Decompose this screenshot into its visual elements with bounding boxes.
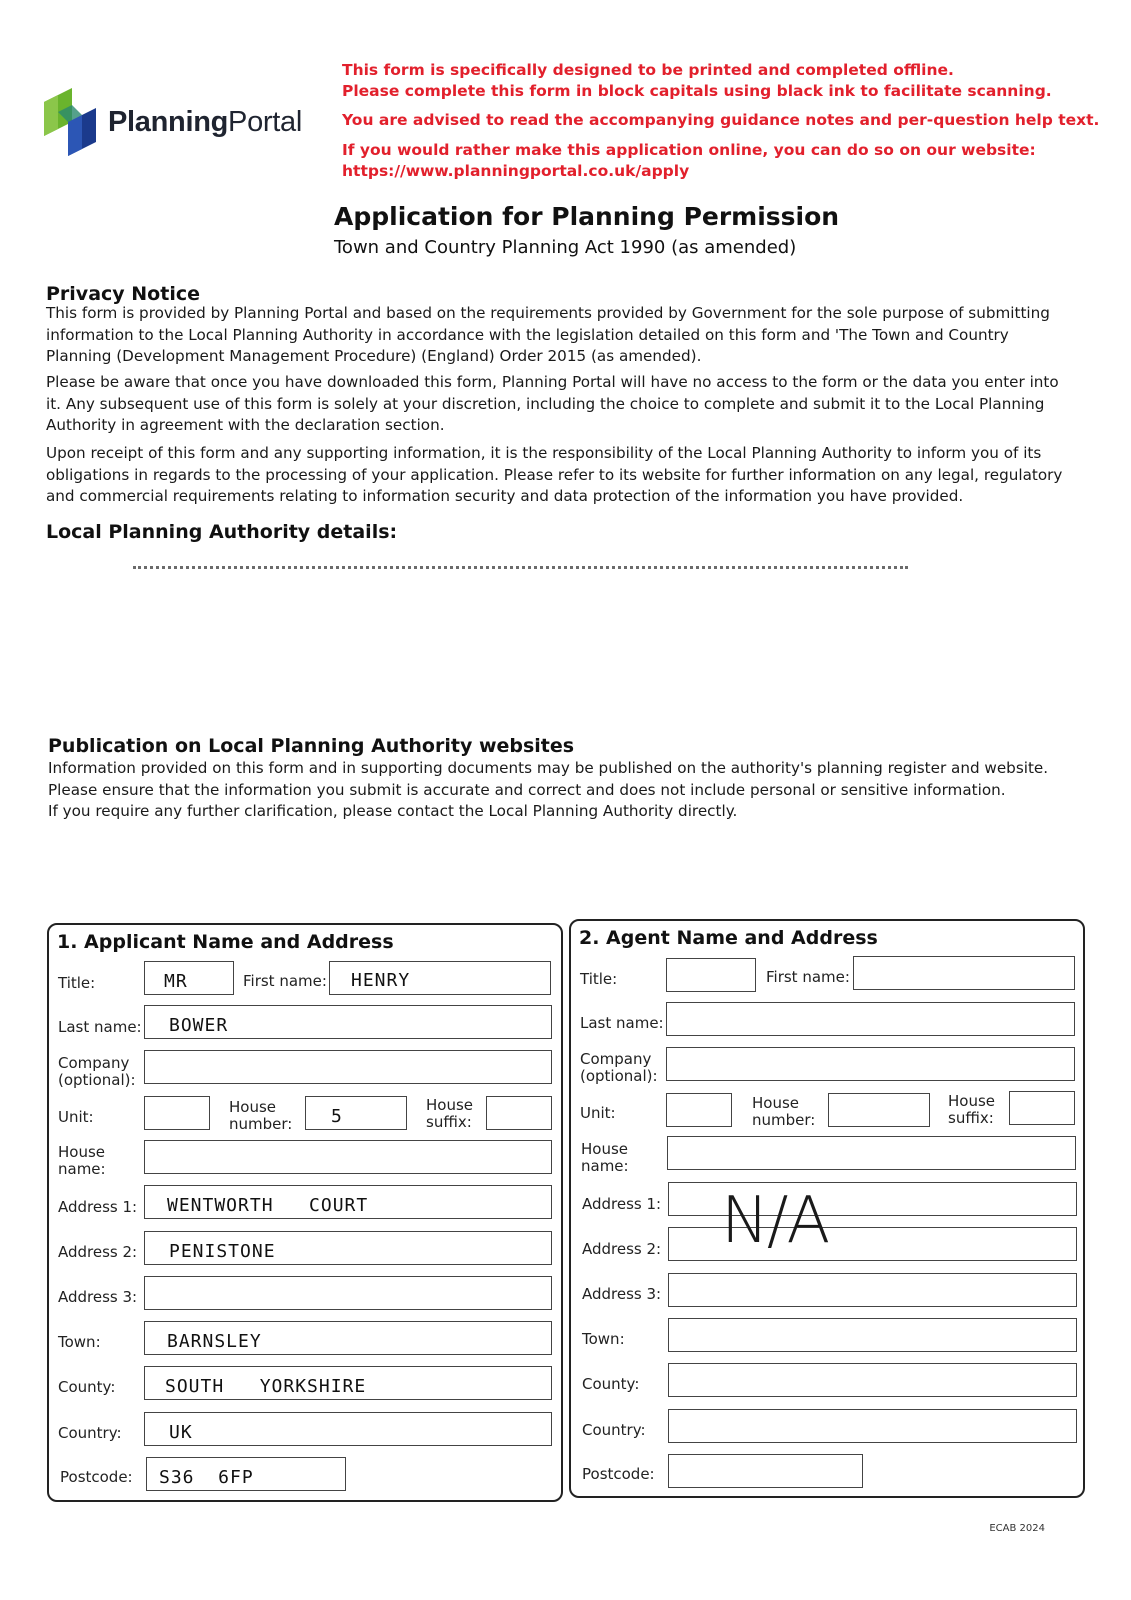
applicant-country-value: UK: [169, 1422, 193, 1443]
page-title: Application for Planning Permission: [334, 202, 840, 231]
agent-postcode-field[interactable]: [668, 1454, 863, 1488]
house-name-label: House name:: [58, 1143, 106, 1178]
lpa-details-heading: Local Planning Authority details:: [46, 521, 398, 543]
applicant-section: [47, 923, 563, 1502]
postcode-label: Postcode:: [60, 1468, 133, 1486]
agent-section-title: 2. Agent Name and Address: [579, 927, 878, 949]
publication-heading: Publication on Local Planning Authority websites: [48, 735, 575, 757]
guidance-notice: You are advised to read the accompanying guidance notes and per-question help text.: [342, 111, 1100, 129]
applicant-unit-field[interactable]: [144, 1096, 210, 1130]
unit-label: Unit:: [58, 1108, 94, 1126]
unit-label: Unit:: [580, 1104, 616, 1122]
applicant-house-number-value: 5: [331, 1106, 343, 1127]
page-subtitle: Town and Country Planning Act 1990 (as amended): [334, 237, 797, 258]
company-label: Company (optional):: [58, 1054, 136, 1089]
town-label: Town:: [58, 1333, 101, 1351]
online-notice: If you would rather make this application online, you can do so on our website: https://www.planningportal.co.uk/apply: [342, 141, 1036, 180]
agent-company-field[interactable]: [666, 1047, 1075, 1081]
applicant-address3-field[interactable]: [144, 1276, 552, 1310]
agent-last-name-field[interactable]: [666, 1002, 1075, 1036]
agent-county-field[interactable]: [668, 1363, 1077, 1397]
agent-house-number-field[interactable]: [828, 1093, 930, 1127]
applicant-address1-value: WENTWORTH COURT: [167, 1195, 369, 1216]
applicant-first-name-value: HENRY: [351, 970, 411, 991]
county-label: County:: [58, 1378, 116, 1396]
country-label: Country:: [58, 1424, 122, 1442]
applicant-county-value: SOUTH YORKSHIRE: [165, 1376, 367, 1397]
applicant-section-title: 1. Applicant Name and Address: [57, 931, 394, 953]
address2-label: Address 2:: [582, 1240, 662, 1258]
applicant-house-number-field[interactable]: [305, 1096, 407, 1130]
applicant-house-name-field[interactable]: [144, 1140, 552, 1174]
agent-section: [569, 919, 1085, 1498]
house-number-label: House number:: [752, 1094, 816, 1129]
title-label: Title:: [58, 974, 96, 992]
house-suffix-label: House suffix:: [426, 1096, 474, 1131]
applicant-country-field[interactable]: [144, 1412, 552, 1446]
first-name-label: First name:: [766, 968, 850, 986]
last-name-label: Last name:: [580, 1014, 664, 1032]
applicant-address2-value: PENISTONE: [169, 1241, 276, 1262]
postcode-label: Postcode:: [582, 1465, 655, 1483]
town-label: Town:: [582, 1330, 625, 1348]
apply-url-link[interactable]: https://www.planningportal.co.uk/apply: [342, 162, 690, 180]
publication-paragraph: Information provided on this form and in supporting documents may be published on the authority's planning register and website. Please ensure that the information you submit is accurate and correct and does not include personal or sensitive information. If you require any further clarification, please contact the Local Planning Authority directly.: [48, 759, 1049, 820]
privacy-paragraph-3: Upon receipt of this form and any supporting information, it is the responsibility of the Local Planning Authority to inform you of its obligations in regards to the processing of your application. Please refer to its website for further information on any legal, regulatory and commercial requirements relating to information security and data protection of the information you have provided.: [46, 444, 1063, 505]
agent-country-field[interactable]: [668, 1409, 1077, 1443]
agent-title-field[interactable]: [666, 958, 756, 992]
address3-label: Address 3:: [582, 1285, 662, 1303]
county-label: County:: [582, 1375, 640, 1393]
address2-label: Address 2:: [58, 1243, 138, 1261]
applicant-title-value: MR: [164, 971, 188, 992]
privacy-paragraph-1: This form is provided by Planning Portal and based on the requirements provided by Government for the sole purpose of submitting information to the Local Planning Authority in accordance with the legislation detailed on this form and 'The Town and Country Planning (Development Management Procedure) (England) Order 2015 (as amended).: [46, 304, 1050, 365]
applicant-title-field[interactable]: [144, 961, 234, 995]
agent-address3-field[interactable]: [668, 1273, 1077, 1307]
company-label: Company (optional):: [580, 1050, 658, 1085]
applicant-company-field[interactable]: [144, 1050, 552, 1084]
address1-label: Address 1:: [582, 1195, 662, 1213]
privacy-paragraph-2: Please be aware that once you have downloaded this form, Planning Portal will have no access to the form or the data you enter into it. Any subsequent use of this form is solely at your discretion, including the choice to complete and submit it to the Local Planning Authority in agreement with the declaration section.: [46, 373, 1059, 434]
agent-house-suffix-field[interactable]: [1009, 1091, 1075, 1125]
country-label: Country:: [582, 1421, 646, 1439]
redacted-text-line: [133, 566, 908, 569]
planning-portal-logo-icon: [42, 88, 100, 156]
agent-town-field[interactable]: [668, 1318, 1077, 1352]
last-name-label: Last name:: [58, 1018, 142, 1036]
house-number-label: House number:: [229, 1098, 293, 1133]
title-label: Title:: [580, 970, 618, 988]
applicant-last-name-value: BOWER: [169, 1015, 229, 1036]
not-applicable-annotation: N/A: [721, 1184, 829, 1258]
agent-house-name-field[interactable]: [667, 1136, 1076, 1170]
first-name-label: First name:: [243, 972, 327, 990]
agent-first-name-field[interactable]: [853, 956, 1075, 990]
address3-label: Address 3:: [58, 1288, 138, 1306]
form-code: ECAB 2024: [989, 1523, 1045, 1534]
applicant-house-suffix-field[interactable]: [486, 1096, 552, 1130]
applicant-town-value: BARNSLEY: [167, 1331, 262, 1352]
house-name-label: House name:: [581, 1140, 629, 1175]
privacy-heading: Privacy Notice: [46, 283, 200, 305]
logo-wordmark: PlanningPortal: [108, 106, 303, 138]
applicant-postcode-value: S36 6FP: [159, 1467, 254, 1488]
house-suffix-label: House suffix:: [948, 1092, 996, 1127]
offline-notice: This form is specifically designed to be printed and completed offline. Please complete this form in block capitals using black ink to facilitate scanning.: [342, 61, 1052, 100]
agent-unit-field[interactable]: [666, 1093, 732, 1127]
address1-label: Address 1:: [58, 1198, 138, 1216]
